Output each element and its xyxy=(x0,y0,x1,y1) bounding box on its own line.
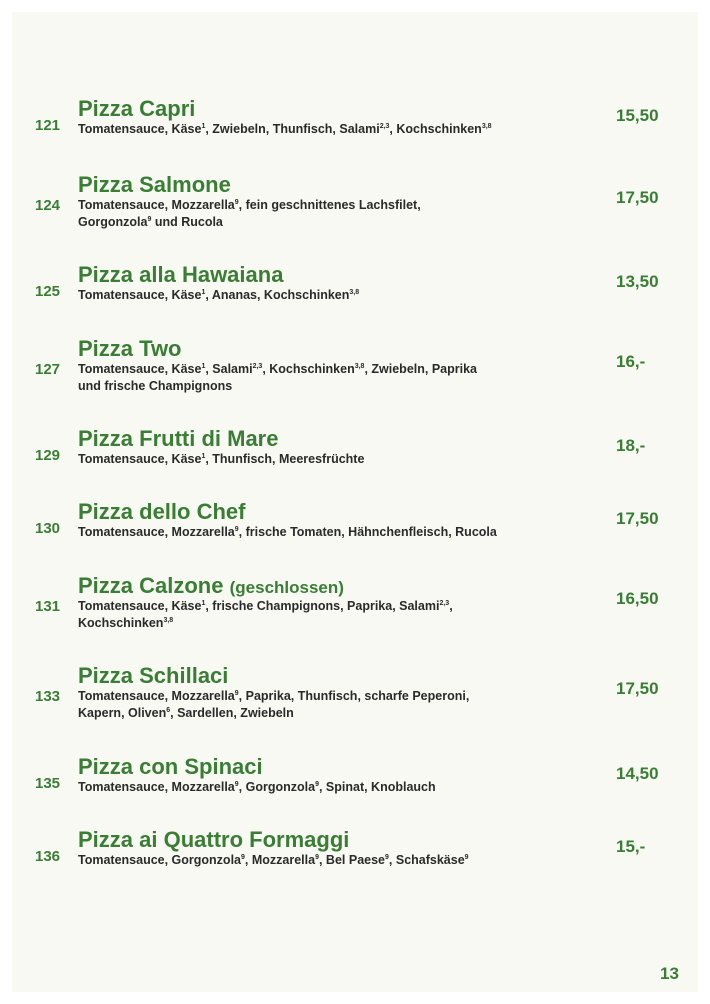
item-number: 121 xyxy=(35,117,61,134)
item-price: 16,50 xyxy=(616,589,659,608)
item-description: Tomatensauce, Mozzarella$^9$, Paprika, Thunfisch, scharfe Peperoni, Kapern, Oliven$^6$, Sardellen, Zwiebeln xyxy=(78,689,470,720)
item-name xyxy=(78,96,195,122)
item-number: 133 xyxy=(35,688,61,705)
item-price: 15,- xyxy=(616,837,646,856)
item-name-text: Pizza Schillaci xyxy=(78,663,229,688)
item-number: 135 xyxy=(35,775,61,792)
item-number: 127 xyxy=(35,361,61,378)
item-name-text: Pizza Two xyxy=(78,336,182,361)
item-price: 17,50 xyxy=(616,679,659,698)
item-name xyxy=(78,426,278,452)
item-name-text: Pizza dello Chef xyxy=(78,499,246,524)
item-number: 131 xyxy=(35,598,61,615)
item-name-text: Pizza con Spinaci xyxy=(78,754,263,779)
item-description: Tomatensauce, Käse$^1$, Ananas, Kochschinken$^{3,8}$ xyxy=(78,288,360,302)
item-description: Tomatensauce, Mozzarella$^9$, Gorgonzola$^9$, Spinat, Knoblauch xyxy=(78,780,436,794)
item-number: 136 xyxy=(35,848,61,865)
item-name-text: Pizza ai Quattro Formaggi xyxy=(78,827,350,852)
item-price: 15,50 xyxy=(616,106,659,125)
item-number: 124 xyxy=(35,197,61,214)
item-number: 125 xyxy=(35,283,61,300)
item-name xyxy=(78,663,228,689)
item-description: Tomatensauce, Käse$^1$, Zwiebeln, Thunfisch, Salami$^{2,3}$, Kochschinken$^{3,8}$ xyxy=(78,122,492,136)
item-name xyxy=(78,499,245,525)
item-name-text: Pizza Salmone xyxy=(78,172,231,197)
item-price: 17,50 xyxy=(616,509,659,528)
item-description: Tomatensauce, Käse$^1$, Thunfisch, Meeresfrüchte xyxy=(78,452,365,466)
item-description: Tomatensauce, Käse$^1$, Salami$^{2,3}$, Kochschinken$^{3,8}$, Zwiebeln, Paprika und frische Champignons xyxy=(78,362,477,393)
item-name-text: Pizza Frutti di Mare xyxy=(78,426,279,451)
item-name xyxy=(78,262,283,288)
item-description: Tomatensauce, Gorgonzola$^9$, Mozzarella$^9$, Bel Paese$^9$, Schafskäse$^9$ xyxy=(78,853,469,867)
item-name-text: Pizza alla Hawaiana xyxy=(78,262,284,287)
item-number: 130 xyxy=(35,520,61,537)
item-price: 17,50 xyxy=(616,188,659,207)
item-name xyxy=(78,336,182,362)
item-description: Tomatensauce, Käse$^1$, frische Champignons, Paprika, Salami$^{2,3}$, Kochschinken$^{3,8}$ xyxy=(78,599,453,630)
page-number: 13 xyxy=(660,964,679,983)
item-price: 13,50 xyxy=(616,272,659,291)
item-price: 14,50 xyxy=(616,764,659,783)
item-price: 16,- xyxy=(616,352,646,371)
item-name xyxy=(78,827,349,853)
item-price: 18,- xyxy=(616,436,646,455)
item-description: Tomatensauce, Mozzarella$^9$, fein geschnittenes Lachsfilet, Gorgonzola$^9$ und Rucola xyxy=(78,198,421,229)
item-name-suffix: (geschlossen) xyxy=(229,578,344,597)
item-name xyxy=(78,754,263,780)
item-number: 129 xyxy=(35,447,61,464)
menu-page xyxy=(12,12,698,992)
item-name xyxy=(78,172,231,198)
item-name-text: Pizza Calzone xyxy=(78,573,224,598)
item-name-text: Pizza Capri xyxy=(78,96,196,121)
item-description: Tomatensauce, Mozzarella$^9$, frische Tomaten, Hähnchenfleisch, Rucola xyxy=(78,525,497,539)
item-name xyxy=(78,573,344,601)
